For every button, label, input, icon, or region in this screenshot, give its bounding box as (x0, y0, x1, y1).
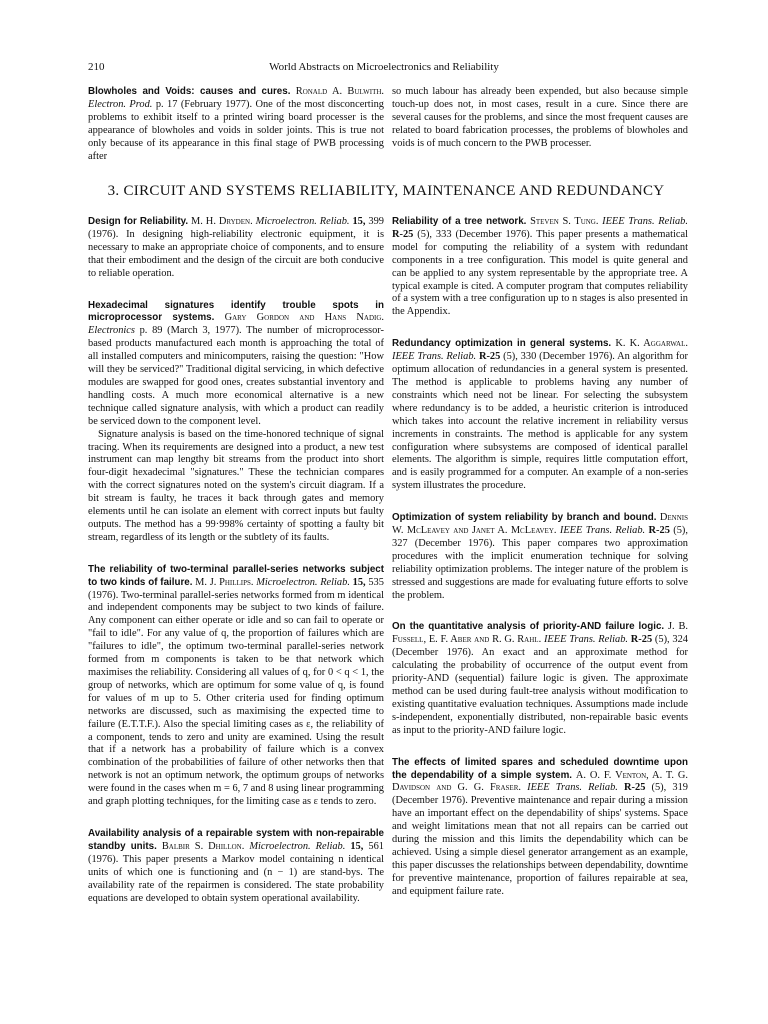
abstract-title: Reliability of a tree network. (392, 216, 527, 227)
abstract-title: On the quantitative analysis of priority-AND failure logic. (392, 621, 665, 633)
section-heading: 3. CIRCUIT AND SYSTEMS RELIABILITY, MAINTENANCE AND REDUNDANCY (107, 183, 665, 199)
abstract-title: Design for Reliability. (88, 216, 189, 227)
page-number: 210 (88, 61, 105, 73)
abstract-citation: 535 (1976). (88, 576, 384, 601)
abstract-journal: IEEE Trans. Reliab. (527, 782, 618, 794)
abstract-title: Hexadecimal signatures identify trouble spots in microprocessor systems. (88, 299, 384, 324)
abstract-body: Two-terminal parallel-series networks formed from m identical and independent components may be subject to two kinds of failure. Any component can either operate or idle and so can fail to operate or "fail to idle". For any value of q, the proportion of failures which are "failures to idle", the optimum two-terminal parallel-series network formed from m components is taken to be that network which maximises the reliability. Considering all values of q, for 0 < q < 1, the group of networks, which are optimum for some value of q, is found for values of m up to 5. Other criteria used for finding optimum networks are discussed, such as maximising the expected time to failure (E.T.T.F.). Also the special limiting cases as ε, the reliability of a component, tends to zero and unity are examined. Using the result that if a network has a probability of failure which is a convex combination of the probabilities of failure of other networks then that network is not an optimum network, the optimum groups of networks were found in the cases when m = 6, 7 and 8 using linear programming and graph plotting techniques, for the limiting case as ε tends to zero. (88, 589, 384, 808)
abstract-title: Blowholes and Voids: causes and cures. (88, 86, 291, 97)
abstract-paragraph (392, 512, 688, 602)
abstract-entry (88, 300, 384, 545)
abstract-paragraph (392, 757, 688, 899)
abstract-paragraph (392, 621, 688, 737)
abstract-entry (88, 564, 384, 809)
abstract-entry (392, 621, 688, 737)
abstract-body: Preventive maintenance and repair during a mission have an important effect on the dependability of ships' systems. Space and weight limitations mean that not all repairs can be carried out during the mission and this limits the dependability which can be achieved. Using a simple diesel generator arrangement as an example, this paper discusses the relationships between dependability, downtime for preventive maintenance, proportion of failures repairable at sea, and equipment failure rate. (392, 795, 688, 897)
abstract-body: An exact and an approximate method for calculating the probability of occurrence of the output event from priority-AND (sequential) failure logic is given. The approximate method can be used during fault-tree analysis without modification to existing quantitative evaluation techniques. Assumptions made include s-independent, exponentially distributed, non-repairable basic events as input to the priority-AND failure logic. (392, 647, 688, 736)
abstract-authors: A. O. F. Venton, A. T. G. Davidson and G. G. Fraser. (392, 769, 688, 794)
abstract-paragraph (88, 216, 384, 281)
left-column (88, 216, 384, 924)
abstract-citation: (5), 330 (December 1976). (503, 351, 615, 363)
abstract-journal: Electron. Prod. (88, 98, 153, 110)
abstract-title: The effects of limited spares and scheduled downtime upon the dependability of a simple system. (392, 756, 688, 781)
abstract-paragraph (88, 429, 384, 545)
abstract-entry (392, 512, 688, 602)
abstract-authors: J. B. Fussell, E. F. Aber and R. G. Rahl. (392, 621, 688, 646)
abstract-volume: R-25 (630, 634, 653, 646)
abstract-paragraph (88, 564, 384, 809)
abstract-citation: 561 (1976). (88, 840, 384, 865)
abstract-authors: Ronald A. Bulwith. (295, 86, 384, 97)
abstract-citation: p. 89 (March 3, 1977). (139, 325, 242, 337)
abstract-citation: (5), 324 (December 1976). (392, 634, 688, 659)
abstract-journal: Microelectron. Reliab. (256, 576, 350, 588)
abstract-entry (392, 216, 688, 319)
right-column (392, 216, 688, 918)
abstract-paragraph (392, 338, 688, 493)
abstract-citation: 399 (1976). (88, 216, 384, 240)
abstract-paragraph (88, 300, 384, 429)
abstract-citation: (5), 319 (December 1976). (392, 782, 688, 807)
abstract-body: One of the most disconcerting problems to exhibit itself to a printed wiring board processer is the appearance of blowholes and voids in solder joints. This is true not only because of its appearance in this final stage of PWB processing after (88, 98, 384, 162)
abstract-volume: R-25 (624, 782, 646, 794)
journal-title: World Abstracts on Microelectronics and Reliability (269, 61, 499, 73)
abstract-entry (392, 757, 688, 899)
running-head (0, 61, 768, 75)
abstract-journal: IEEE Trans. Reliab. (543, 634, 628, 646)
abstract-journal: Electronics (88, 325, 135, 337)
abstract-title: Redundancy optimization in general systems. (392, 338, 612, 350)
abstract-volume: R-25 (392, 228, 414, 240)
abstract-title: The reliability of two-terminal parallel-series networks subject to two kinds of failure. (88, 563, 384, 588)
abstract-authors: K. K. Aggarwal. (615, 338, 688, 350)
abstract-body: Signature analysis is based on the time-honored technique of signal tracing. When its requirements are designed into a product, a new test instrument can map lengthy bit streams from the product into short four-digit hexadecimal "signatures." These the technician compares with the correct signatures noted on the system's circuit diagram. If a bit stream is faulty, he traces it back through gates and memory elements until he can isolate an element with correct inputs but faulty outputs. The method has a 99·998% certainty of spotting a faulty bit stream, regardless of its length or the subtlety of its faults. (88, 428, 384, 543)
abstract-volume: 15, (352, 216, 366, 227)
abstract-authors: Steven S. Tung. (530, 216, 599, 227)
abstract-body: This paper presents a mathematical model for computing the reliability of a system with redundant components in a tree configuration. This model is quite general and can be applied to any system representable by the appropriate tree. A typical example is cited. A computer program that computes reliability of a system with a tree configuration up to n stages is also presented in the Appendix. (392, 228, 688, 318)
abstract-blowholes-continued (392, 86, 688, 170)
abstract-body: The number of microprocessor-based products manufactured each month is approaching the total of all installed computers and minicomputers, raising the question: "How will they be serviced?" Traditional digital servicing, in which defective modules are swapped for good ones, creates substantial inventory and handling costs. A much more economical alternative is a new technique called signature analysis, with which a product can readily be serviced down to the component level. (88, 325, 384, 427)
abstract-title: Availability analysis of a repairable system with non-repairable standby units. (88, 827, 384, 852)
abstract-citation: (5), 327 (December 1976). (392, 525, 688, 549)
abstract-authors: M. J. Phillips. (195, 576, 254, 588)
abstract-authors: Balbir S. Dhillon. (161, 840, 245, 852)
abstract-journal: IEEE Trans. Reliab. (392, 351, 477, 363)
abstract-journal: Microelectron. Reliab. (255, 216, 350, 227)
abstract-citation: p. 17 (February 1977). (155, 98, 253, 110)
abstract-title: Optimization of system reliability by branch and bound. (392, 512, 657, 524)
abstract-entry (88, 216, 384, 281)
abstract-journal: IEEE Trans. Reliab. (559, 525, 646, 537)
abstract-journal: Microelectron. Reliab. (249, 840, 346, 852)
abstract-volume: R-25 (478, 351, 501, 363)
abstract-body: This paper compares two approximation procedures with the implicit enumeration technique for solving reliability optimization problems. The integer nature of the problem is stressed and suggestions are made for evaluating future efforts to solve the problem. (392, 537, 688, 601)
abstract-body: An algorithm for optimum allocation of redundancies in a general system is presented. The method is applicable to problems having any number of constraints which need not be linear. For selecting the subsystem where redundancy is to be added, a heuristic criterion is introduced which takes into account the relative increment in reliability versus increments in constraints. The method is applicable for any system configuration where subsystems are composed of identical parallel elements. The algorithm is simple, requires little computation effort, and is easily programmed for a computer. An example of a non-series system illustrates the procedure. (392, 351, 688, 492)
abstract-body: so much labour has already been expended, but also because simple touch-up does not, in most cases, result in a cure. Since there are several causes for the problems, and since the most frequent causes are related to board fabrication processes, the problems of blowholes and voids is of much concern to the PWB processer. (392, 86, 688, 149)
abstract-authors: M. H. Dryden. (191, 216, 253, 227)
abstract-volume: 15, (350, 840, 364, 852)
abstract-paragraph (88, 828, 384, 905)
abstract-paragraph (392, 216, 688, 319)
abstract-body: In designing high-reliability electronic equipment, it is necessary to make an appropriate choice of components, and to ensure that their embodiment and the design of the circuit are both conducive to reliable operation. (88, 228, 384, 279)
abstract-authors: Gary Gordon and Hans Nadig. (224, 312, 384, 324)
abstract-blowholes (88, 86, 384, 182)
abstract-entry (88, 828, 384, 905)
abstract-volume: 15, (352, 576, 366, 588)
abstract-journal: IEEE Trans. Reliab. (602, 216, 688, 227)
abstract-volume: R-25 (648, 525, 670, 537)
abstract-citation: (5), 333 (December 1976). (417, 228, 533, 240)
abstract-body: This paper presents a Markov model containing n identical units of which one is functioning and (n − 1) are stand-bys. The availability rate of the repairmen is considered. The state probability equations are developed to obtain system operational availability. (88, 853, 384, 904)
abstract-authors: Dennis W. McLeavey and Janet A. McLeavey. (392, 512, 688, 537)
abstract-entry (392, 338, 688, 493)
